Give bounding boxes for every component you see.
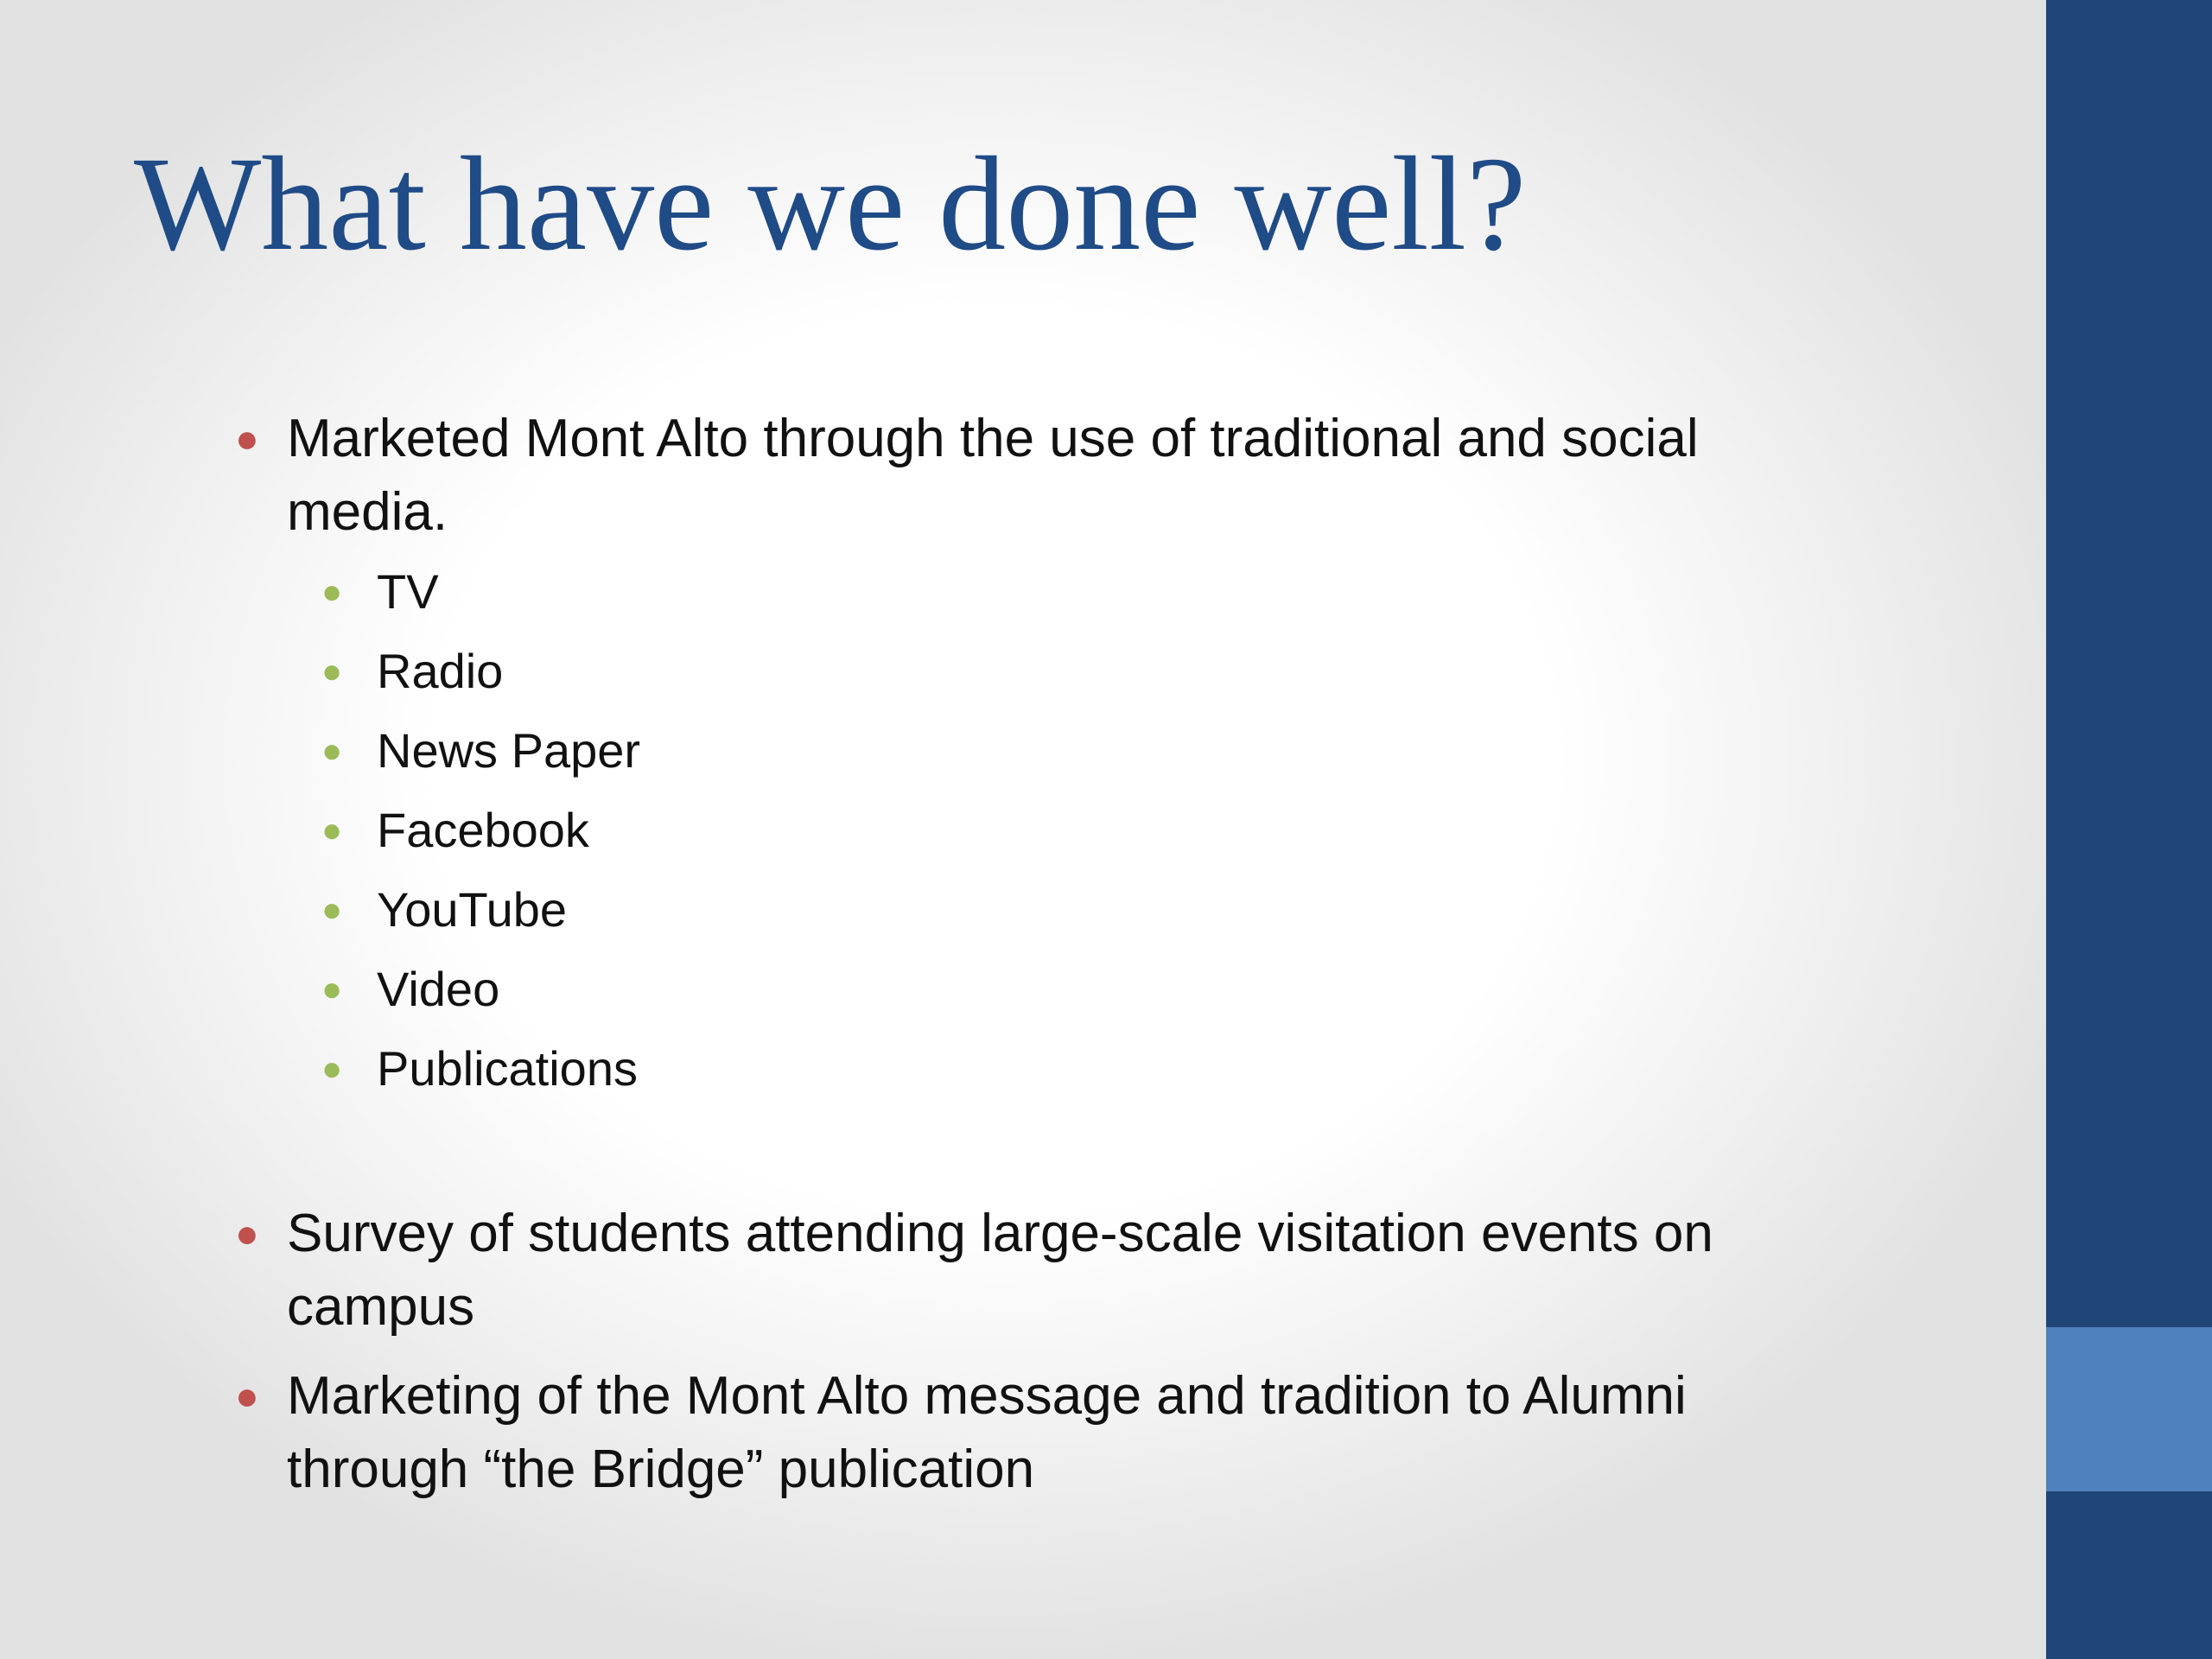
side-bar-accent — [2046, 1327, 2212, 1491]
sub-bullet-dot-icon: ● — [321, 970, 343, 1008]
sub-bullet-item — [318, 552, 1873, 632]
bullet-item — [232, 1197, 1873, 1344]
sub-bullet-text: Facebook — [377, 803, 589, 857]
sub-bullet-item — [318, 1029, 1873, 1109]
sub-bullet-text: Video — [377, 962, 500, 1016]
sub-bullet-dot-icon: ● — [321, 732, 343, 770]
bullet-dot-icon: ● — [235, 1211, 259, 1255]
bullet-text: Survey of students attending large-scale visitation events on campus — [287, 1204, 1713, 1337]
sub-bullet-dot-icon: ● — [321, 891, 343, 929]
slide-title: What have we done well? — [134, 129, 1527, 278]
sub-bullet-list — [232, 552, 1873, 1109]
bullet-list — [232, 402, 1873, 1506]
sub-bullet-dot-icon: ● — [321, 811, 343, 849]
sub-bullet-item — [318, 950, 1873, 1029]
bullet-dot-icon: ● — [235, 416, 259, 461]
sub-bullet-text: Publications — [377, 1041, 638, 1096]
bullet-item — [232, 402, 1873, 549]
sub-bullet-item — [318, 870, 1873, 950]
bullet-text: Marketed Mont Alto through the use of traditional and social media. — [287, 409, 1699, 542]
sub-bullet-item — [318, 791, 1873, 870]
bullet-text: Marketing of the Mont Alto message and tradition to Alumni through “the Bridge” publication — [287, 1366, 1687, 1499]
bullet-item — [232, 1359, 1873, 1506]
sub-bullet-text: YouTube — [377, 882, 568, 937]
sub-bullet-dot-icon: ● — [321, 1050, 343, 1088]
sub-bullet-text: Radio — [377, 644, 504, 698]
sub-bullet-item — [318, 711, 1873, 791]
sub-bullet-text: News Paper — [377, 723, 641, 778]
bullet-dot-icon: ● — [235, 1373, 259, 1418]
sub-bullet-item — [318, 632, 1873, 711]
sub-bullet-text: TV — [377, 564, 439, 619]
sub-bullet-dot-icon: ● — [321, 652, 343, 690]
sub-bullet-dot-icon: ● — [321, 573, 343, 611]
